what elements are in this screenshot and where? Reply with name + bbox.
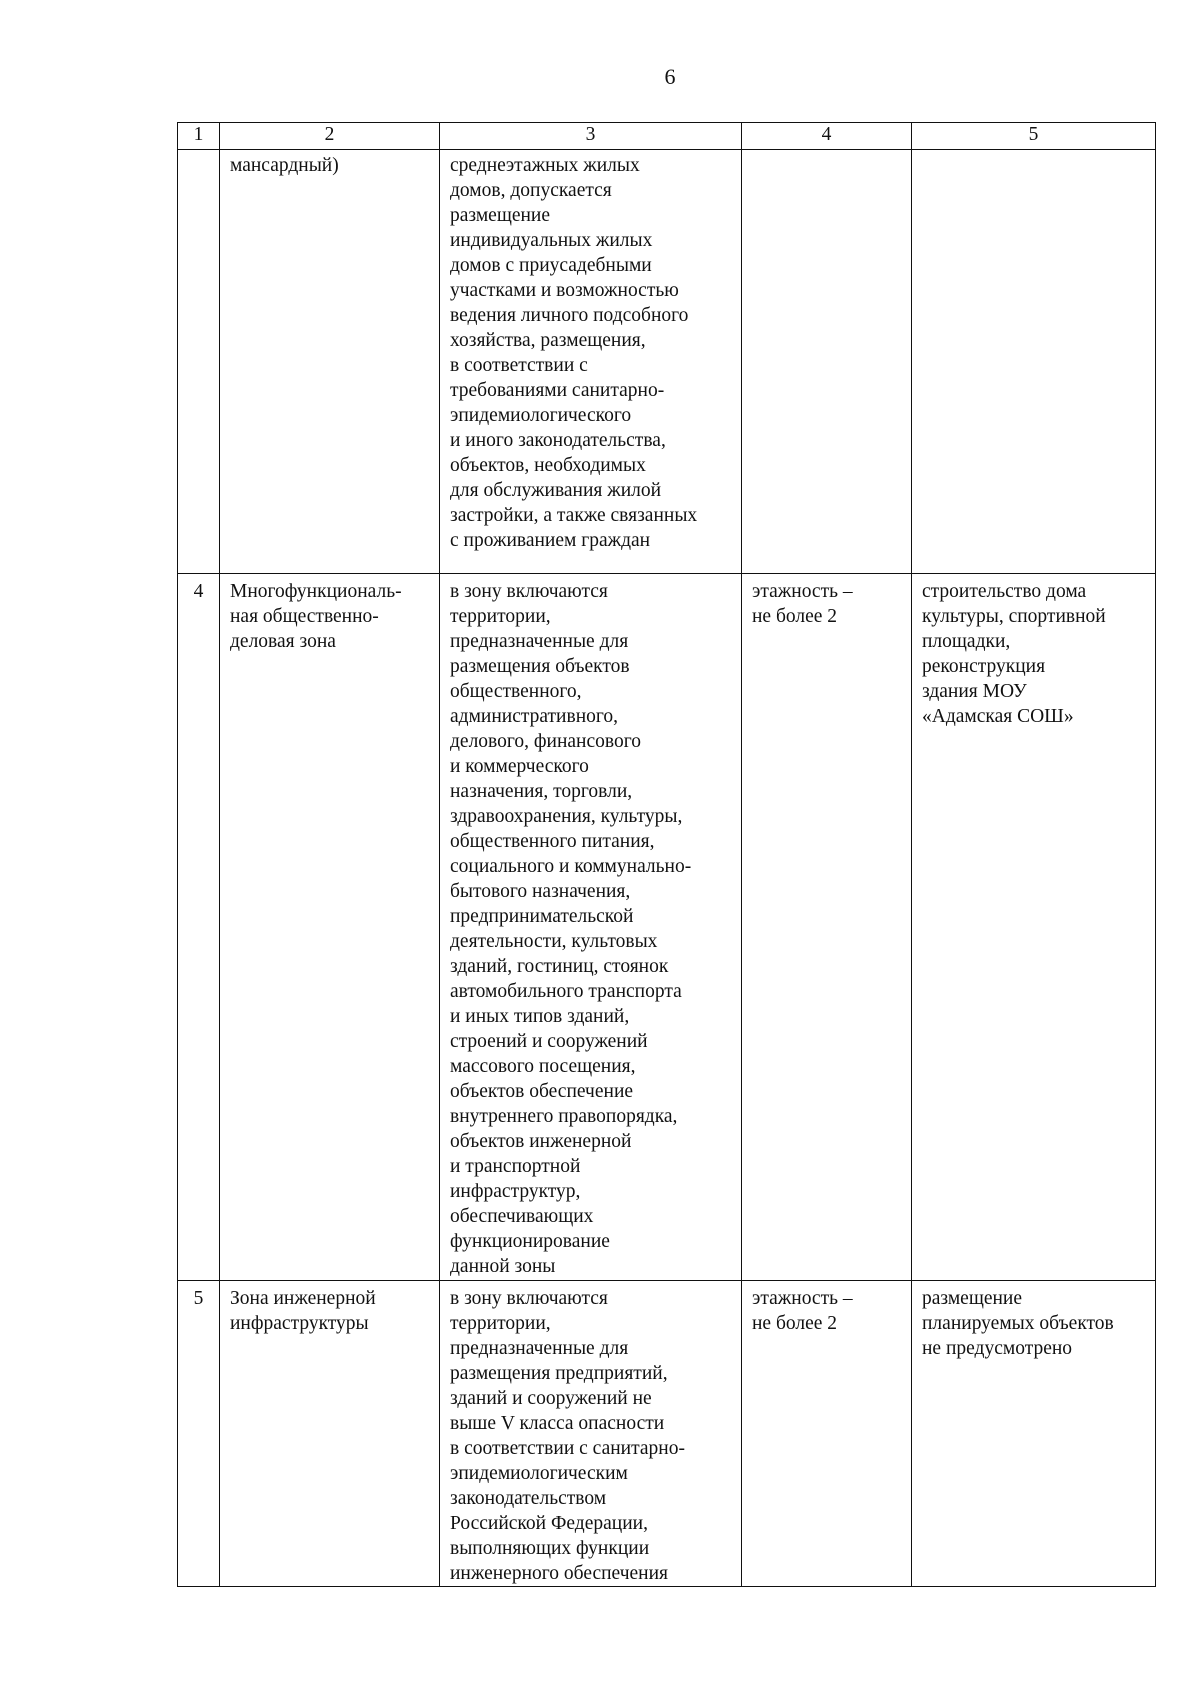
zone-description-cell: в зону включаются территории, предназначенные для размещения предприятий, зданий и сооружений не выше V класса опасности в соответствии с санитарно- эпидемиологическим законодательством Российской Федерации, выполняющих функции инженерного обеспечения <box>440 1281 742 1587</box>
zone-planned-cell: размещение планируемых объектов не предусмотрено <box>912 1281 1156 1587</box>
table-header-row <box>178 123 1156 150</box>
row-number-cell: 5 <box>178 1281 220 1587</box>
table-row <box>178 574 1156 1281</box>
header-cell-4: 4 <box>742 123 912 150</box>
table-row-continued <box>178 150 1156 574</box>
page-number: 6 <box>664 64 676 89</box>
zone-params-cell <box>742 150 912 574</box>
zone-description-cell: среднеэтажных жилых домов, допускается размещение индивидуальных жилых домов с приусадебными участками и возможностью ведения личного подсобного хозяйства, размещения, в соответствии с требованиями санитарно- эпидемиологического и иного законодательства, объектов, необходимых для обслуживания жилой застройки, а также связанных с проживанием граждан <box>440 150 742 574</box>
header-cell-3: 3 <box>440 123 742 150</box>
zone-name-cell: Многофункциональ- ная общественно- деловая зона <box>220 574 440 1281</box>
zone-params-cell: этажность – не более 2 <box>742 574 912 1281</box>
header-cell-5: 5 <box>912 123 1156 150</box>
row-number-cell <box>178 150 220 574</box>
zone-name-cell: Зона инженерной инфраструктуры <box>220 1281 440 1587</box>
zone-planned-cell <box>912 150 1156 574</box>
table-row <box>178 1281 1156 1587</box>
row-number-cell: 4 <box>178 574 220 1281</box>
zone-params-cell: этажность – не более 2 <box>742 1281 912 1587</box>
header-cell-1: 1 <box>178 123 220 150</box>
zone-description-cell: в зону включаются территории, предназначенные для размещения объектов общественного, административного, делового, финансового и коммерческого назначения, торговли, здравоохранения, культуры, общественного питания, социального и коммунально- бытового назначения, предпринимательской деятельности, культовых зданий, гостиниц, стоянок автомобильного транспорта и иных типов зданий, строений и сооружений массового посещения, объектов обеспечение внутреннего правопорядка, объектов инженерной и транспортной инфраструктур, обеспечивающих функционирование данной зоны <box>440 574 742 1281</box>
header-cell-2: 2 <box>220 123 440 150</box>
zone-name-cell: мансардный) <box>220 150 440 574</box>
zones-table <box>177 122 1156 1587</box>
zone-planned-cell: строительство дома культуры, спортивной площадки, реконструкция здания МОУ «Адамская СОШ» <box>912 574 1156 1281</box>
